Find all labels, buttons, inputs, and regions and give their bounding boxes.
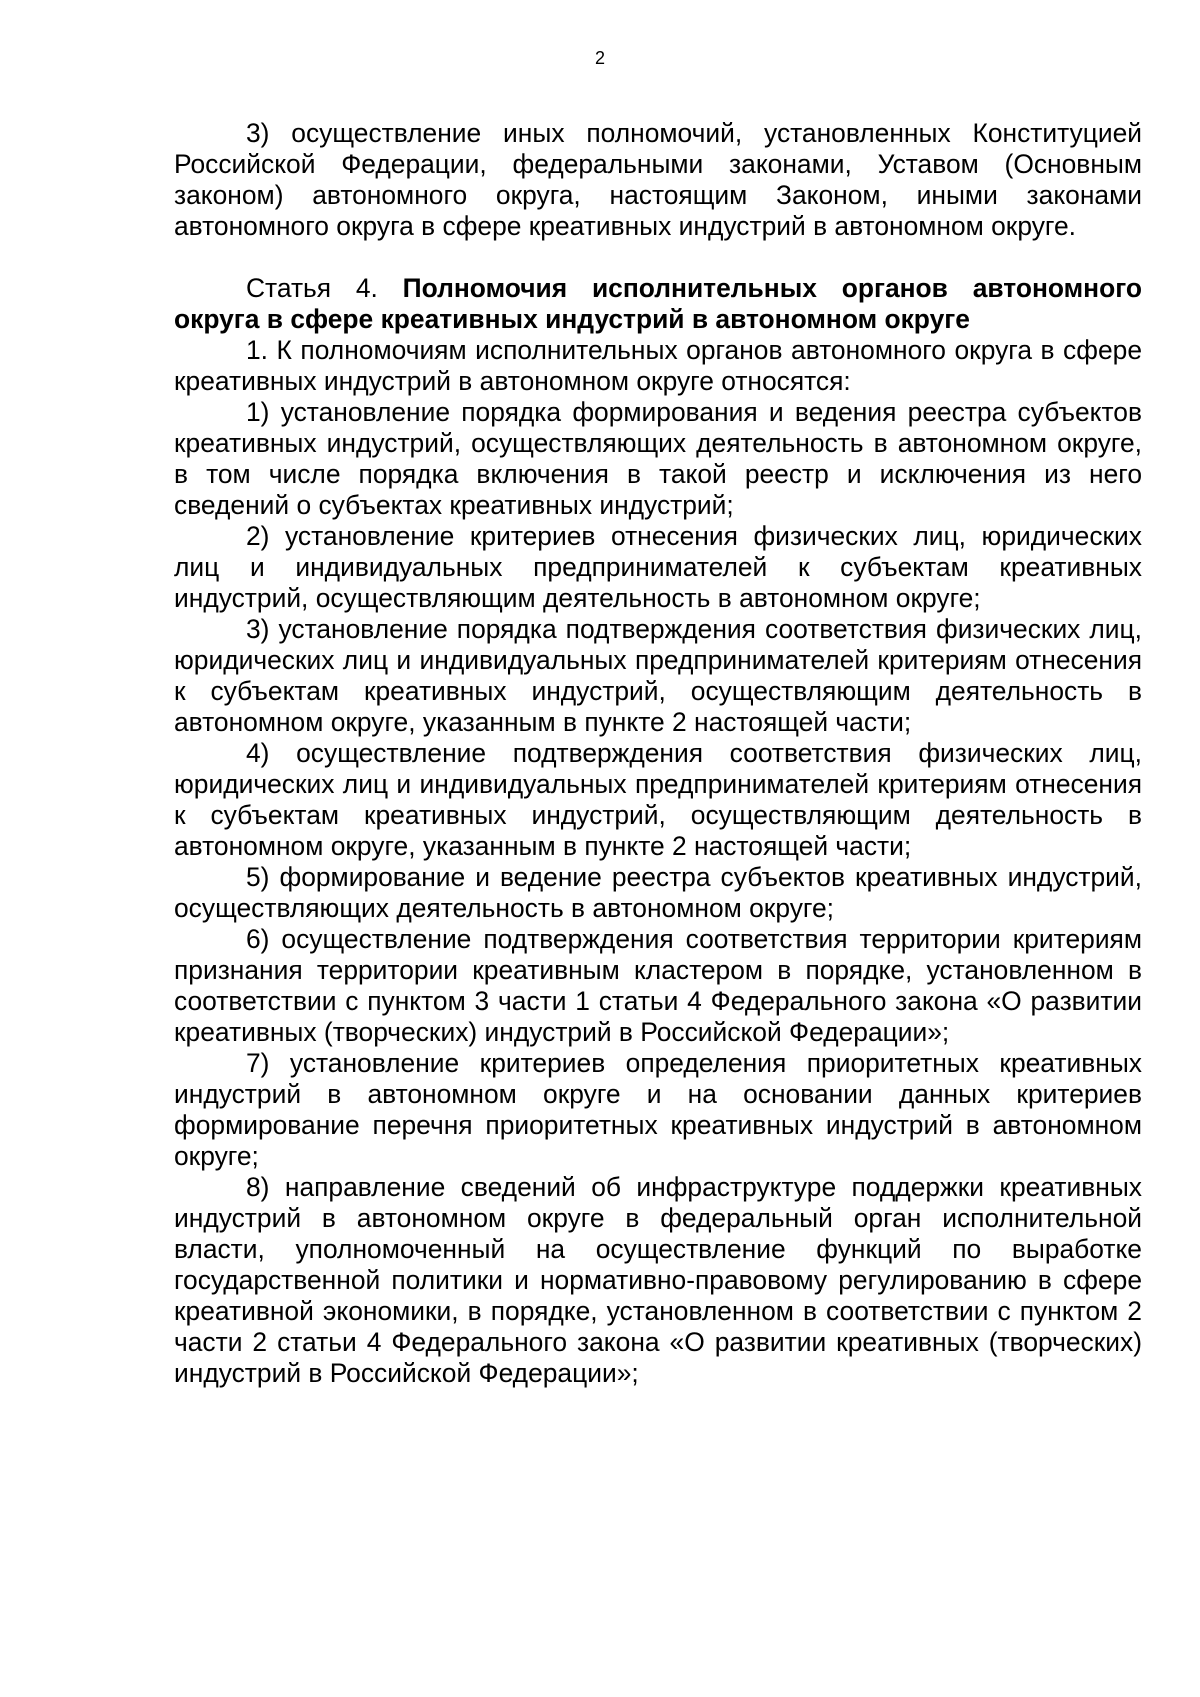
- list-item-8: 8) направление сведений об инфраструктуре поддержки креативных индустрий в автономном округе в федеральный орган исполнительной власти, уполномоченный на осуществление функций по выработке государственной политики и нормативно-правовому регулированию в сфере креативной экономики, в порядке, установленном в соответствии с пунктом 2 части 2 статьи 4 Федерального закона «О развитии креативных (творческих) индустрий в Российской Федерации»;: [174, 1172, 1142, 1388]
- article-label: Статья 4.: [246, 273, 378, 303]
- list-item-4: 4) осуществление подтверждения соответствия физических лиц, юридических лиц и индивидуальных предпринимателей критериям отнесения к субъектам креативных индустрий, осуществляющим деятельность в автономном округе, указанным в пункте 2 настоящей части;: [174, 738, 1142, 861]
- list-item-1: 1) установление порядка формирования и ведения реестра субъектов креативных индустрий, осуществляющих деятельность в автономном округе, в том числе порядка включения в такой реестр и исключения из него сведений о субъектах креативных индустрий;: [174, 397, 1142, 520]
- article-heading: [174, 273, 1142, 335]
- article-title: Полномочия исполнительных органов автономного округа в сфере креативных индустрий в автономном округе: [174, 273, 1142, 334]
- list-item-5: 5) формирование и ведение реестра субъектов креативных индустрий, осуществляющих деятельность в автономном округе;: [174, 862, 1142, 923]
- page-number: 2: [594, 48, 605, 68]
- list-item-7: 7) установление критериев определения приоритетных креативных индустрий в автономном округе и на основании данных критериев формирование перечня приоритетных креативных индустрий в автономном округе;: [174, 1048, 1142, 1171]
- list-item-6: 6) осуществление подтверждения соответствия территории критериям признания территории креативным кластером в порядке, установленном в соответствии с пунктом 3 части 1 статьи 4 Федерального закона «О развитии креативных (творческих) индустрий в Российской Федерации»;: [174, 924, 1142, 1047]
- paragraph-1: 1. К полномочиям исполнительных органов автономного округа в сфере креативных индустрий в автономном округе относятся:: [174, 335, 1142, 396]
- document-body: [174, 118, 1142, 1389]
- list-item-2: 2) установление критериев отнесения физических лиц, юридических лиц и индивидуальных предпринимателей к субъектам креативных индустрий, осуществляющим деятельность в автономном округе;: [174, 521, 1142, 613]
- paragraph-gap: [174, 242, 1142, 273]
- list-item-3: 3) установление порядка подтверждения соответствия физических лиц, юридических лиц и индивидуальных предпринимателей критериям отнесения к субъектам креативных индустрий, осуществляющим деятельность в автономном округе, указанным в пункте 2 настоящей части;: [174, 614, 1142, 737]
- intro-paragraph: 3) осуществление иных полномочий, установленных Конституцией Российской Федерации, федеральными законами, Уставом (Основным законом) автономного округа, настоящим Законом, иными законами автономного округа в сфере креативных индустрий в автономном округе.: [174, 118, 1142, 241]
